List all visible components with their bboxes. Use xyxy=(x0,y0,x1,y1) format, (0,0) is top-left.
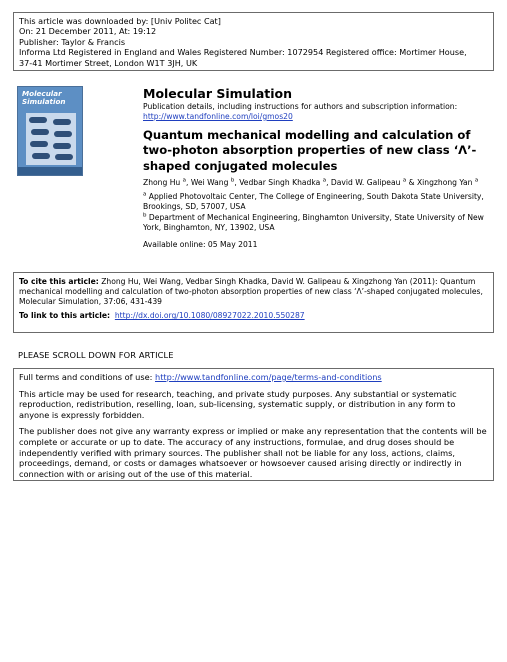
download-by-text: This article was downloaded by: [Univ Politec Cat] xyxy=(19,16,221,26)
affiliation-b xyxy=(143,213,488,233)
journal-title: Molecular Simulation xyxy=(143,86,293,101)
download-info-box xyxy=(13,12,494,71)
scroll-down-notice: PLEASE SCROLL DOWN FOR ARTICLE xyxy=(18,350,174,360)
journal-link[interactable]: http://www.tandfonline.com/loi/gmos20 xyxy=(143,111,293,121)
author-name: Wei Wang xyxy=(190,178,229,187)
publication-details-text: Publication details, including instructions for authors and subscription information: xyxy=(143,102,458,111)
affiliation-b-text: Department of Mechanical Engineering, Binghamton University, State University of New York, Binghamton, NY, 13902, USA xyxy=(143,213,484,232)
affiliation-a-text: Applied Photovoltaic Center, The College of Engineering, South Dakota State University, Brookings, SD, 57007, USA xyxy=(143,192,484,211)
doi-link[interactable]: http://dx.doi.org/10.1080/08927022.2010.550287 xyxy=(114,311,305,321)
article-title: Quantum mechanical modelling and calculation of two-photon absorption properties of new class ‘Λ’-shaped conjugated molecules xyxy=(143,128,477,173)
terms-box xyxy=(13,368,494,481)
author-name: David W. Galipeau xyxy=(330,178,401,187)
author-affiliation-mark: a xyxy=(322,177,327,184)
registration-text: Informa Ltd Registered in England and Wales Registered Number: 1072954 Registered office: Mortimer House, xyxy=(19,47,467,58)
author-affiliation-mark: b xyxy=(230,177,235,184)
citation-block xyxy=(19,277,488,306)
terms-prefix: Full terms and conditions of use: xyxy=(19,372,153,382)
author-list: Zhong Hu $^a$, Wei Wang $^b$, Vedbar Singh Khadka $^a$, David W. Galipeau $^a$ & Xingzhong Yan $^a$ xyxy=(143,177,479,187)
disclaimer-paragraph: The publisher does not give any warranty express or implied or make any representation that the contents will be complete or accurate or up to date. The accuracy of any instructions, formulae, and drug doses should be independently verified with primary sources. The publisher shall not be liable for any loss, actions, claims, proceedings, demand, or costs or damages whatsoever or howsoever caused arising directly or indirectly in connection with or arising out of the use of this material. xyxy=(19,426,487,479)
article-link-label: To link to this article: xyxy=(19,311,111,321)
author-name: Vedbar Singh Khadka xyxy=(239,178,321,187)
available-online-date: Available online: 05 May 2011 xyxy=(143,240,258,249)
cover-footer-bar xyxy=(18,167,82,175)
author-name: Zhong Hu xyxy=(143,178,181,187)
citation-text: Zhong Hu, Wei Wang, Vedbar Singh Khadka, David W. Galipeau & Xingzhong Yan (2011): Quantum mechanical modelling and calculation of two-photon absorption properties of new class ‘Λ’-shaped conjugated molecules, Molecular Simulation, 37:06, 431-439 xyxy=(19,277,483,306)
article-link-row xyxy=(19,311,488,321)
cover-title-line1: Molecular xyxy=(22,89,62,98)
cover-graphic xyxy=(26,113,76,165)
citation-label: To cite this article: xyxy=(19,277,99,286)
terms-line xyxy=(19,372,488,383)
affiliation-a xyxy=(143,192,488,212)
publication-details xyxy=(143,102,457,122)
author-name: Xingzhong Yan xyxy=(416,178,473,187)
address-text: 37-41 Mortimer Street, London W1T 3JH, UK xyxy=(19,57,198,68)
affiliation-b-mark: b xyxy=(143,212,147,219)
usage-paragraph: This article may be used for research, teaching, and private study purposes. Any substantial or systematic reproduction, redistribution, reselling, loan, sub-licensing, systematic supply, or distribution in any form to anyone is expressly forbidden. xyxy=(19,388,457,420)
cover-title-line2: Simulation xyxy=(22,96,66,106)
affiliation-a-mark: a xyxy=(143,191,147,198)
journal-cover-image xyxy=(17,86,83,176)
author-affiliation-mark: a xyxy=(474,177,479,184)
publisher-text: Publisher: Taylor & Francis xyxy=(19,36,126,47)
terms-link[interactable]: http://www.tandfonline.com/page/terms-and-conditions xyxy=(155,372,382,382)
download-date-text: On: 21 December 2011, At: 19:12 xyxy=(19,26,157,37)
author-affiliation-mark: a xyxy=(182,177,187,184)
citation-box xyxy=(13,272,494,333)
author-affiliation-mark: a xyxy=(402,177,407,184)
